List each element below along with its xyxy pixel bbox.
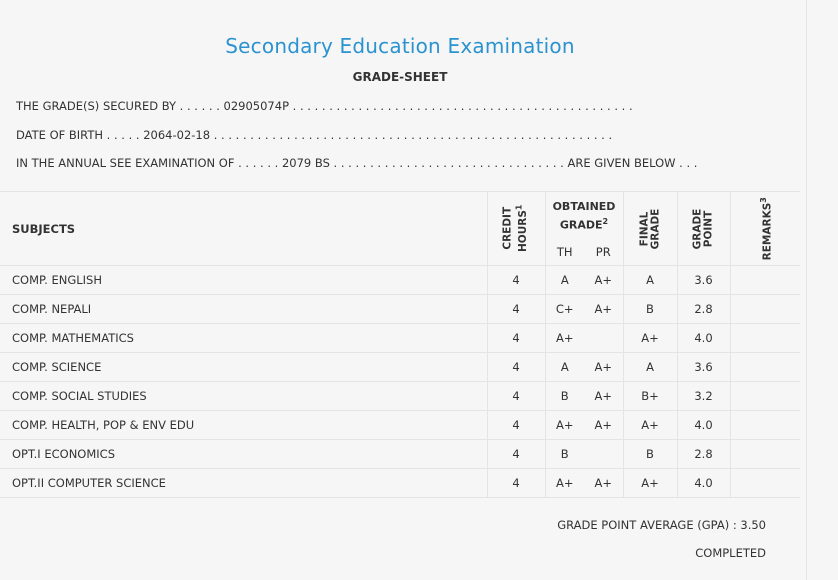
grade-point-cell: 4.0 [677, 411, 730, 440]
header-pr: PR [584, 240, 623, 266]
grade-point-cell: 3.6 [677, 353, 730, 382]
credit-hours-cell: 4 [487, 324, 545, 353]
header-credit-hours: CREDIT HOURS$^1$ [487, 192, 545, 266]
table-row [0, 324, 800, 353]
subject-cell: COMP. SOCIAL STUDIES [0, 382, 487, 411]
table-row [0, 440, 800, 469]
date-of-birth-line: DATE OF BIRTH . . . . . 2064-02-18 . . . . . . . . . . . . . . . . . . . . . . . . . . . . . . . . . . . . . . . . . . . . . . . . . . . . . . . [16, 128, 613, 142]
grade-point-cell: 3.6 [677, 266, 730, 295]
completion-status: COMPLETED [695, 546, 766, 560]
credit-hours-cell: 4 [487, 295, 545, 324]
subject-cell: COMP. NEPALI [0, 295, 487, 324]
credit-hours-cell: 4 [487, 266, 545, 295]
subject-cell: COMP. HEALTH, POP & ENV EDU [0, 411, 487, 440]
grade-point-cell: 4.0 [677, 324, 730, 353]
theory-grade-cell: A [545, 266, 584, 295]
grade-point-cell: 4.0 [677, 469, 730, 498]
practical-grade-cell: A+ [584, 382, 623, 411]
header-remarks: REMARKS$^3$ [730, 192, 800, 266]
theory-grade-cell: A+ [545, 324, 584, 353]
grade-point-cell: 3.2 [677, 382, 730, 411]
theory-grade-cell: B [545, 382, 584, 411]
remarks-cell [730, 382, 800, 411]
theory-grade-cell: A+ [545, 411, 584, 440]
final-grade-cell: B+ [623, 382, 677, 411]
page-title: Secondary Education Examination [225, 34, 575, 58]
final-grade-cell: B [623, 440, 677, 469]
table-row [0, 411, 800, 440]
remarks-cell [730, 411, 800, 440]
header-final-grade: FINAL GRADE [623, 192, 677, 266]
table-row [0, 353, 800, 382]
credit-hours-cell: 4 [487, 440, 545, 469]
remarks-cell [730, 324, 800, 353]
examination-line: IN THE ANNUAL SEE EXAMINATION OF . . . . . . 2079 BS . . . . . . . . . . . . . . . . . . . . . . . . . . . . . . . . ARE GIVEN BELOW . . . [16, 156, 698, 170]
header-grade-point: GRADE POINT [677, 192, 730, 266]
grades-table [0, 191, 800, 498]
table-row [0, 295, 800, 324]
credit-hours-cell: 4 [487, 353, 545, 382]
gpa-summary: GRADE POINT AVERAGE (GPA) : 3.50 [557, 518, 766, 532]
remarks-cell [730, 295, 800, 324]
practical-grade-cell [584, 440, 623, 469]
subject-cell: COMP. MATHEMATICS [0, 324, 487, 353]
final-grade-cell: A+ [623, 411, 677, 440]
credit-hours-cell: 4 [487, 469, 545, 498]
credit-hours-cell: 4 [487, 382, 545, 411]
subject-cell: COMP. SCIENCE [0, 353, 487, 382]
theory-grade-cell: C+ [545, 295, 584, 324]
table-row [0, 469, 800, 498]
grade-point-cell: 2.8 [677, 295, 730, 324]
practical-grade-cell: A+ [584, 295, 623, 324]
practical-grade-cell: A+ [584, 353, 623, 382]
final-grade-cell: B [623, 295, 677, 324]
practical-grade-cell: A+ [584, 411, 623, 440]
final-grade-cell: A [623, 266, 677, 295]
theory-grade-cell: A [545, 353, 584, 382]
header-subjects: SUBJECTS [0, 192, 487, 266]
table-row [0, 382, 800, 411]
theory-grade-cell: B [545, 440, 584, 469]
subject-cell: OPT.II COMPUTER SCIENCE [0, 469, 487, 498]
table-row [0, 266, 800, 295]
secured-by-line: THE GRADE(S) SECURED BY . . . . . . 02905074P . . . . . . . . . . . . . . . . . . . . . . . . . . . . . . . . . . . . . . . . . . . . . . . [16, 99, 633, 113]
header-th: TH [545, 240, 584, 266]
remarks-cell [730, 353, 800, 382]
remarks-cell [730, 469, 800, 498]
remarks-cell [730, 266, 800, 295]
remarks-cell [730, 440, 800, 469]
practical-grade-cell: A+ [584, 469, 623, 498]
grade-point-cell: 2.8 [677, 440, 730, 469]
credit-hours-cell: 4 [487, 411, 545, 440]
final-grade-cell: A+ [623, 324, 677, 353]
subject-cell: COMP. ENGLISH [0, 266, 487, 295]
page-subtitle: GRADE-SHEET [352, 70, 448, 84]
final-grade-cell: A [623, 353, 677, 382]
practical-grade-cell [584, 324, 623, 353]
subject-cell: OPT.I ECONOMICS [0, 440, 487, 469]
practical-grade-cell: A+ [584, 266, 623, 295]
final-grade-cell: A+ [623, 469, 677, 498]
header-obtained-grade: OBTAINED GRADE$^2$ [545, 192, 623, 240]
theory-grade-cell: A+ [545, 469, 584, 498]
